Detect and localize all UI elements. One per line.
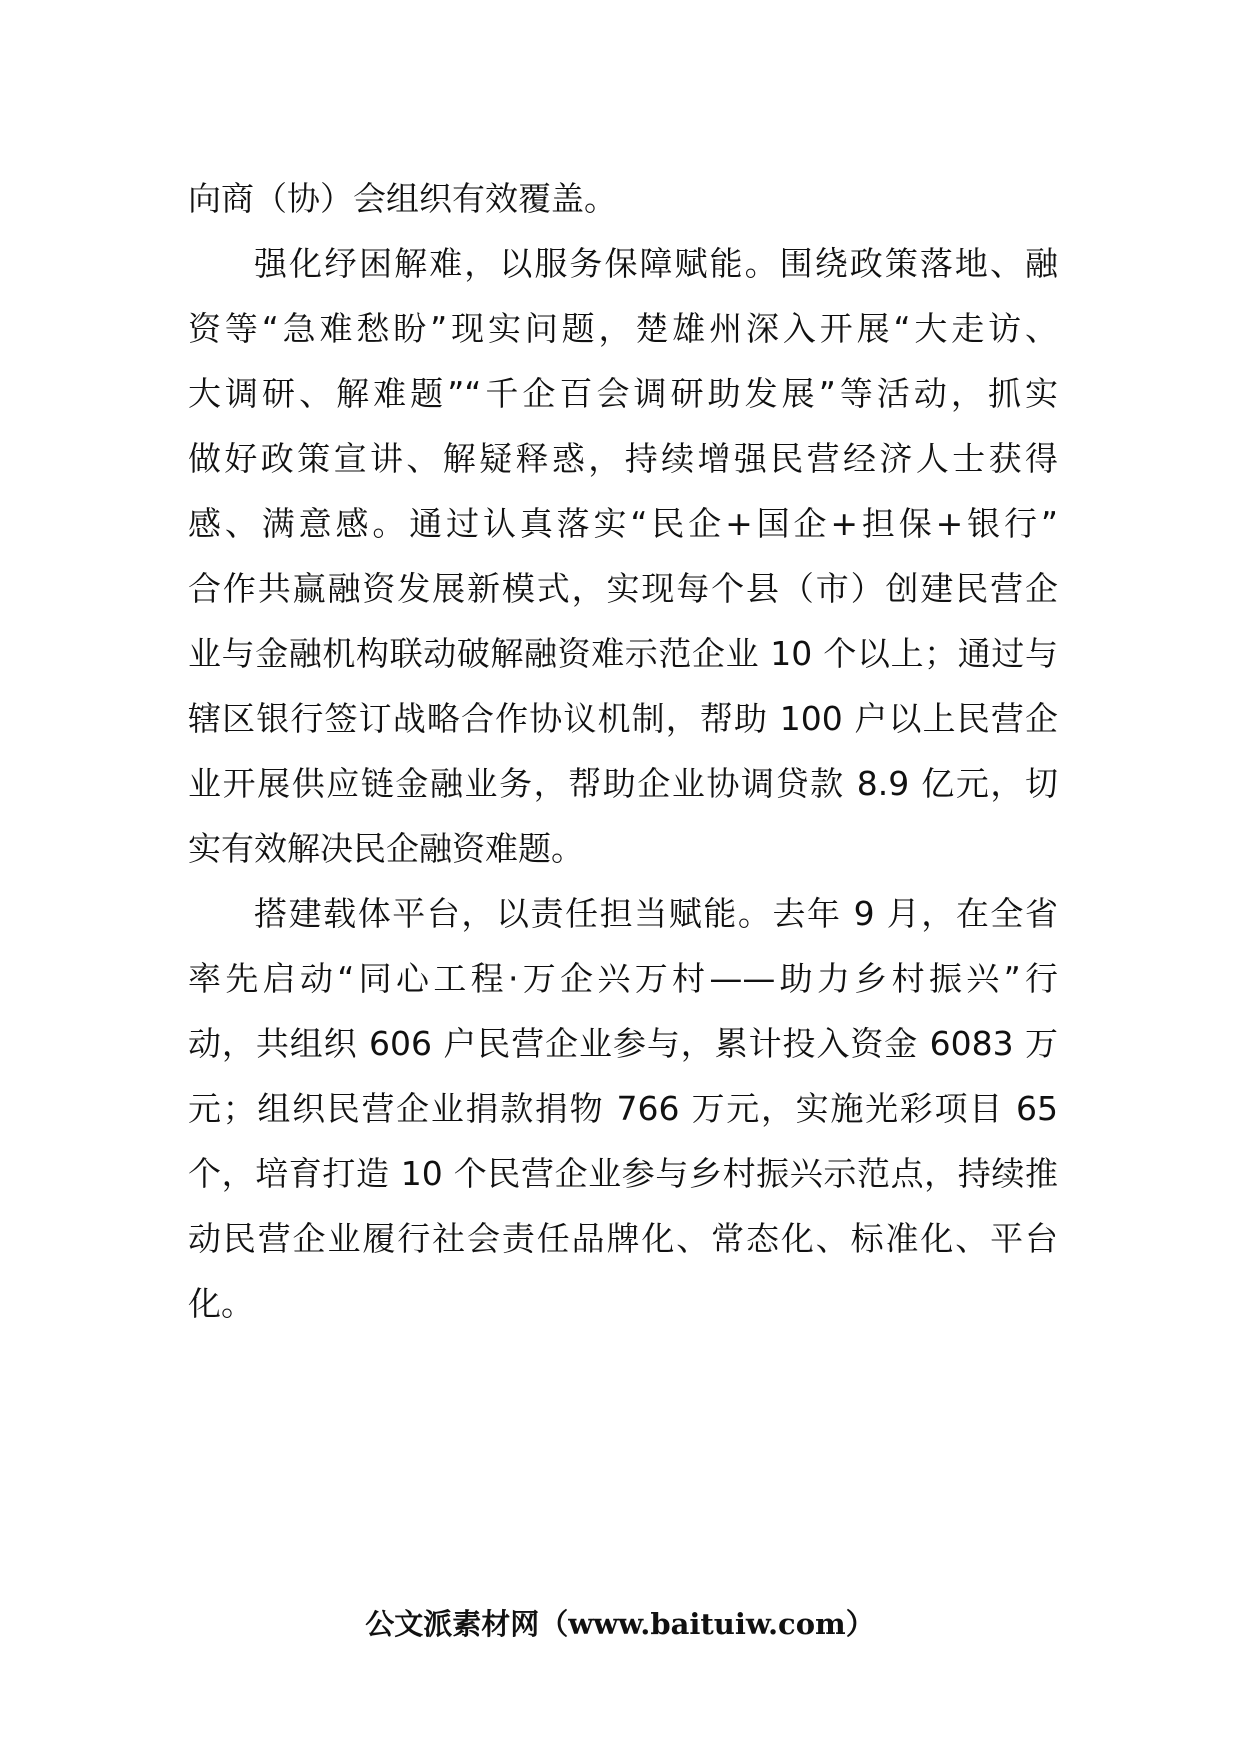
text-line: 资等“急难愁盼”现实问题，楚雄州深入开展“大走访、 [188,309,1058,348]
text-line: 业与金融机构联动破解融资难示范企业 10 个以上；通过与 [188,634,1058,673]
text-line: 率先启动“同心工程·万企兴万村——助力乡村振兴”行 [188,959,1058,998]
text-line: 搭建载体平台，以责任担当赋能。去年 9 月，在全省 [254,894,1058,933]
footer-watermark: 公文派素材网（www.baituiw.com） [365,1607,875,1641]
text-line: 做好政策宣讲、解疑释惑，持续增强民营经济人士获得 [188,439,1058,478]
text-line: 实有效解决民企融资难题。 [188,829,584,868]
text-line: 动，共组织 606 户民营企业参与，累计投入资金 6083 万 [188,1024,1058,1063]
text-line: 业开展供应链金融业务，帮助企业协调贷款 8.9 亿元，切 [188,764,1058,803]
text-line: 动民营企业履行社会责任品牌化、常态化、标准化、平台 [188,1219,1058,1258]
text-line: 辖区银行签订战略合作协议机制，帮助 100 户以上民营企 [188,699,1058,738]
text-line: 化。 [188,1284,254,1323]
text-line: 合作共赢融资发展新模式，实现每个县（市）创建民营企 [188,569,1058,608]
text-line: 强化纾困解难，以服务保障赋能。围绕政策落地、融 [254,244,1058,283]
text-line: 感、满意感。通过认真落实“民企+国企+担保+银行” [188,504,1058,543]
text-line: 向商（协）会组织有效覆盖。 [188,179,617,218]
body-text [188,166,1058,1336]
text-line: 个，培育打造 10 个民营企业参与乡村振兴示范点，持续推 [188,1154,1058,1193]
text-line: 大调研、解难题”“千企百会调研助发展”等活动，抓实 [188,374,1058,413]
text-line: 元；组织民营企业捐款捐物 766 万元，实施光彩项目 65 [188,1089,1058,1128]
